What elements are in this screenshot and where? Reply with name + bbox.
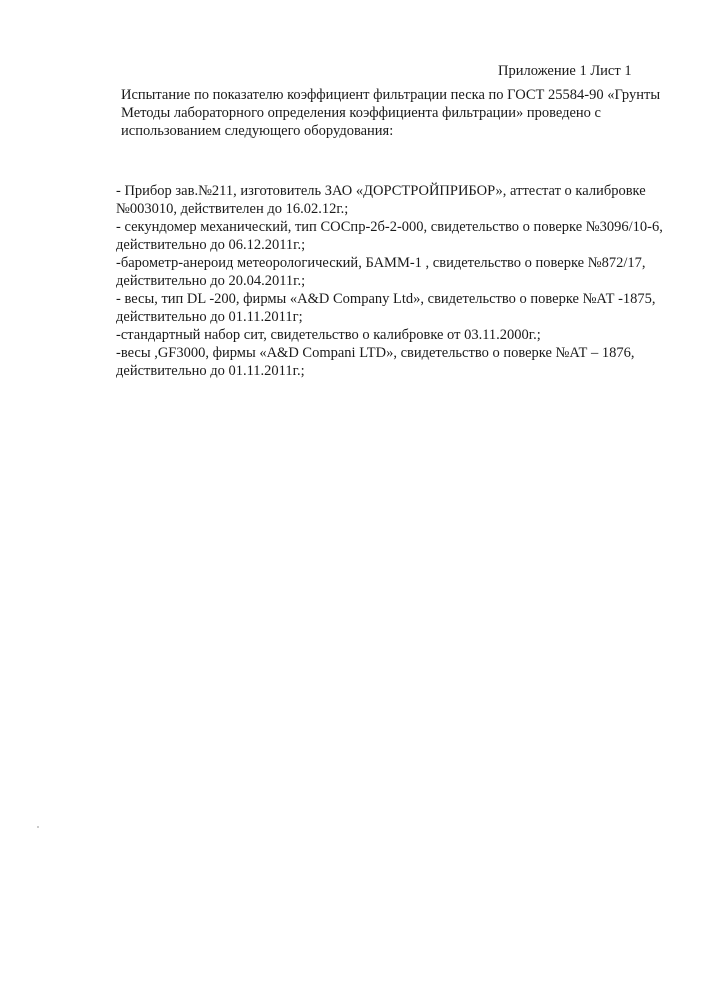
scan-speck: [37, 826, 39, 828]
equipment-line: действительно до 06.12.2011г.;: [116, 237, 306, 253]
equipment-line: - Прибор зав.№211, изготовитель ЗАО «ДОРСТРОЙПРИБОР», аттестат о калибровке: [116, 183, 646, 199]
intro-line: использованием следующего оборудования:: [121, 123, 394, 139]
equipment-line: - весы, тип DL -200, фирмы «A&D Company Ltd», свидетельство о поверке №АТ -1875,: [116, 291, 656, 307]
equipment-line: действительно до 01.11.2011г;: [116, 309, 303, 325]
sheet-header: Приложение 1 Лист 1: [498, 63, 632, 79]
equipment-line: - секундомер механический, тип СОСпр-2б-2-000, свидетельство о поверке №3096/10-6,: [116, 219, 663, 235]
equipment-line: -стандартный набор сит, свидетельство о калибровке от 03.11.2000г.;: [116, 327, 541, 343]
equipment-line: действительно до 20.04.2011г.;: [116, 273, 306, 289]
equipment-line: -барометр-анероид метеорологический, БАММ-1 , свидетельство о поверке №872/17,: [116, 255, 646, 271]
equipment-line: №003010, действителен до 16.02.12г.;: [116, 201, 349, 217]
intro-line: Испытание по показателю коэффициент фильтрации песка по ГОСТ 25584-90 «Грунты: [121, 87, 661, 103]
equipment-line: -весы ,GF3000, фирмы «A&D Compani LTD», свидетельство о поверке №АТ – 1876,: [116, 345, 635, 361]
intro-line: Методы лабораторного определения коэффициента фильтрации» проведено с: [121, 105, 601, 121]
equipment-line: действительно до 01.11.2011г.;: [116, 363, 305, 379]
